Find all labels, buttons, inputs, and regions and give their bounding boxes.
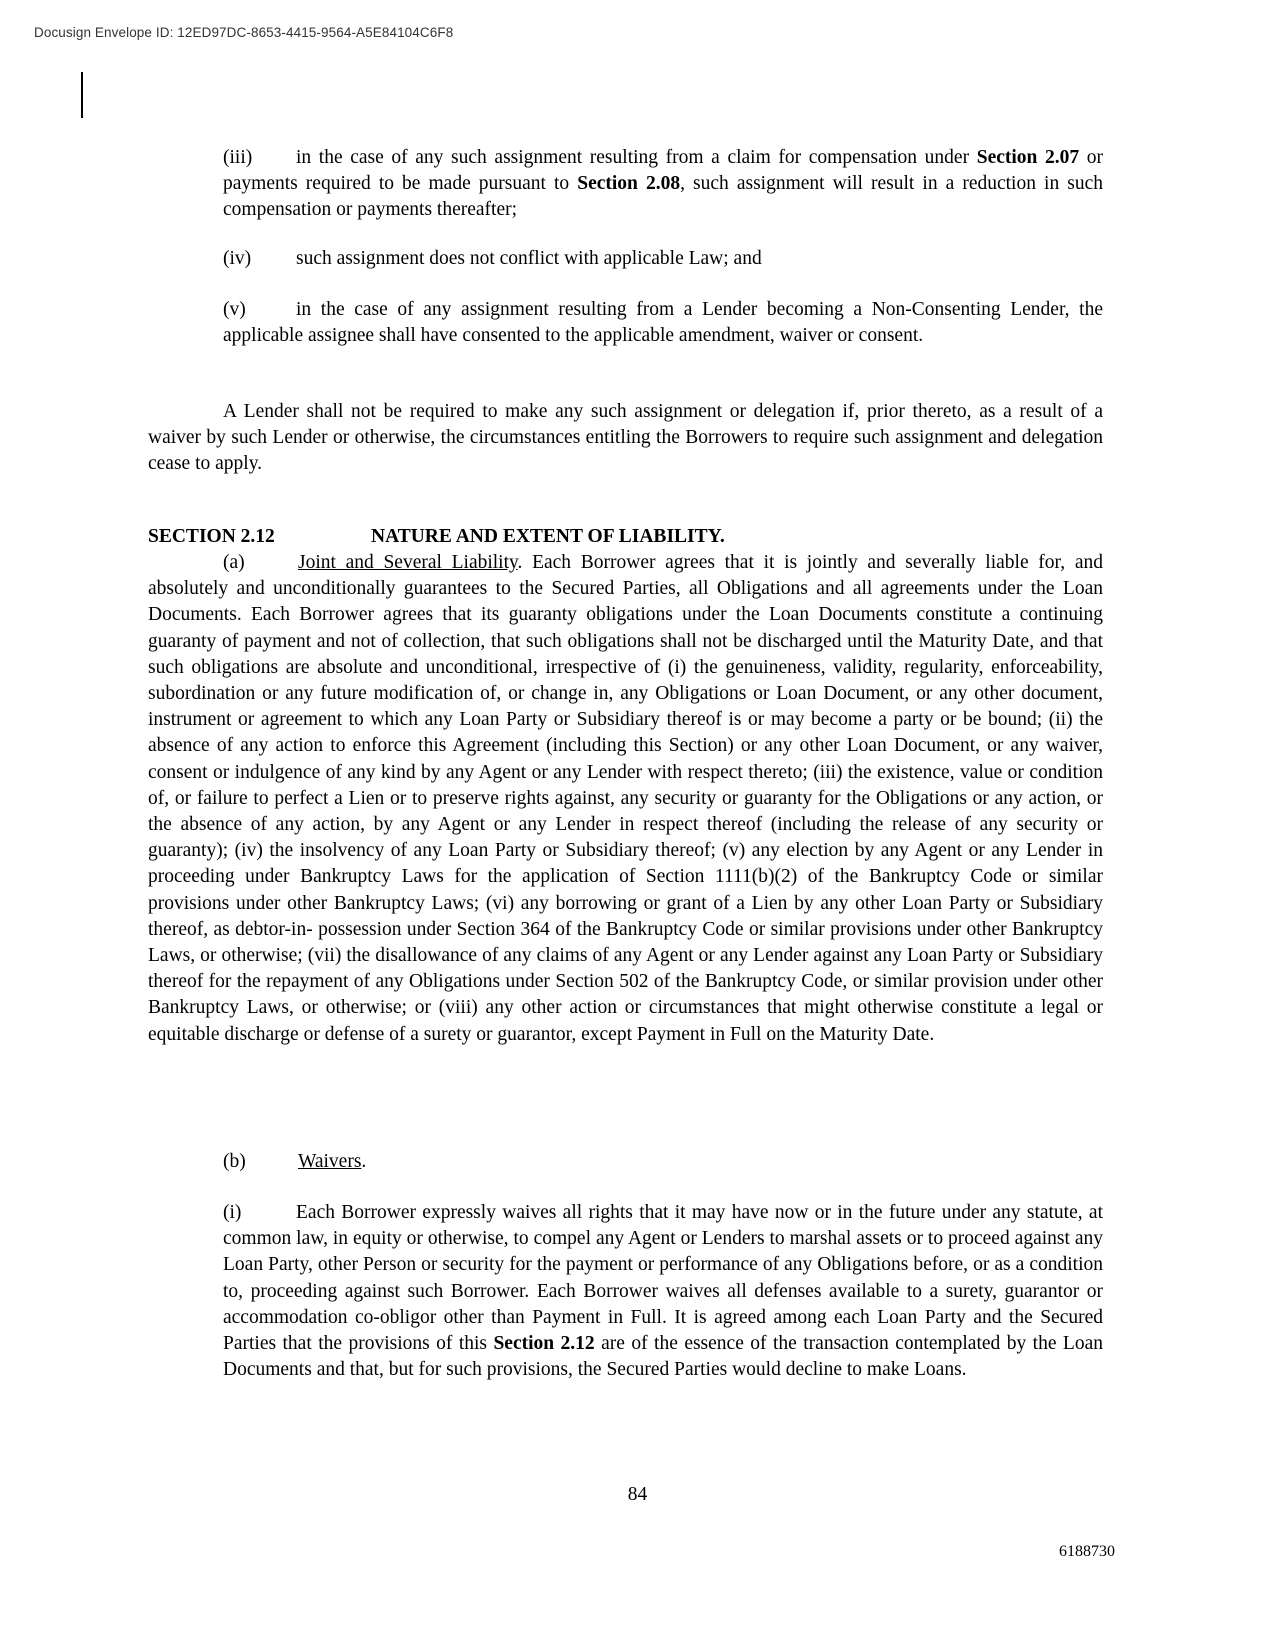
- section-ref: Section 2.07: [976, 147, 1080, 168]
- list-item-b-i: [223, 1200, 1103, 1383]
- section-title: NATURE AND EXTENT OF LIABILITY.: [371, 526, 725, 547]
- subsection-title: Waivers: [298, 1151, 362, 1172]
- item-text-post: , such assignment will result in a reduction in such compensation or payments thereafter;: [223, 173, 1104, 221]
- envelope-id: Docusign Envelope ID: 12ED97DC-8653-4415-9564-A5E84104C6F8: [34, 25, 454, 40]
- section-ref: Section 2.12: [493, 1333, 595, 1355]
- item-text-pre: Each Borrower expressly waives all rights that it may have now or in the future under any statute, at common law, in equity or otherwise, to compel any Agent or Lenders to marshal assets or to proceed against any Loan Party, other Person or security for the payment or performance of any Obligations before, or as a condition to, proceeding against such Borrower. Each Borrower waives all defenses available to a surety, guarantor or accommodation co-obligor other than Payment in Full. It is agreed among each Loan Party and the Secured Parties that the provisions of this: [223, 1202, 1103, 1355]
- section-number: SECTION 2.12: [148, 526, 275, 547]
- document-number: 6188730: [1059, 1543, 1115, 1560]
- section-heading: [148, 524, 725, 550]
- list-item-iv: [223, 246, 1103, 272]
- item-text: in the case of any assignment resulting from a Lender becoming a Non-Consenting Lender, the applicable assignee shall have consented to the applicable amendment, waiver or consent.: [223, 299, 1103, 347]
- item-number: (i): [223, 1202, 242, 1223]
- subsection-text: . Each Borrower agrees that it is jointly and severally liable for, and absolutely and unconditionally guarantees to the Secured Parties, all Obligations and all agreements under the Loan Documents. Each Borrower agrees that its guaranty obligations under the Loan Documents constitute a continuing guaranty of payment and not of collection, that such obligations shall not be discharged until the Maturity Date, and that such obligations are absolute and unconditional, irrespective of (i) the genuineness, validity, regularity, enforceability, subordination or any future modification of, or change in, any Obligations or Loan Document, or any other document, instrument or agreement to which any Loan Party or Subsidiary thereof is or may become a party or be bound; (ii) the absence of any action to enforce this Agreement (including this Section) or any other Loan Document, or any waiver, consent or indulgence of any kind by any Agent or any Lender with respect thereto; (iii) the existence, value or condition of, or failure to perfect a Lien or to preserve rights against, any security or guaranty for the Obligations or any action, or the absence of any action, by any Agent or any Lender in respect thereof (including the release of any security or guaranty); (iv) the insolvency of any Loan Party or Subsidiary thereof; (v) any election by any Agent or any Lender in proceeding under Bankruptcy Laws for the application of Section 1111(b)(2) of the Bankruptcy Code or similar provisions under other Bankruptcy Laws; (vi) any borrowing or grant of a Lien by any other Loan Party or Subsidiary thereof, as debtor-in- possession under Section 364 of the Bankruptcy Code or similar provisions under other Bankruptcy Laws, or otherwise; (vii) the disallowance of any claims of any Agent or any Lender against any Loan Party or Subsidiary thereof for the repayment of any Obligations under Section 502 of the Bankruptcy Code, or similar provision under other Bankruptcy Laws, or otherwise; or (viii) any other action or circumstances that might otherwise constitute a legal or equitable discharge or defense of a surety or guarantor, except Payment in Full on the Maturity Date.: [148, 552, 1103, 1045]
- item-number: (iv): [223, 248, 252, 269]
- subsection-b: [148, 1149, 1103, 1175]
- subsection-label: (b): [223, 1151, 246, 1172]
- section-ref: Section 2.08: [577, 173, 681, 195]
- item-number: (iii): [223, 147, 253, 168]
- subsection-label: (a): [223, 552, 245, 573]
- revision-bar: [81, 72, 83, 118]
- subsection-a: [148, 550, 1103, 1048]
- item-number: (v): [223, 299, 246, 320]
- list-item-iii: [223, 145, 1103, 224]
- item-text-mid: or payments required to be made pursuant to: [223, 147, 1104, 195]
- subsection-title: Joint and Several Liability: [298, 552, 518, 573]
- item-text: such assignment does not conflict with applicable Law; and: [296, 248, 762, 269]
- subsection-suffix: .: [361, 1151, 367, 1172]
- list-item-v: [223, 297, 1103, 349]
- item-text-pre: in the case of any such assignment resulting from a claim for compensation under: [296, 147, 977, 168]
- item-text-post: are of the essence of the transaction contemplated by the Loan Documents and that, but for such provisions, the Secured Parties would decline to make Loans.: [223, 1333, 1103, 1381]
- lender-paragraph: A Lender shall not be required to make any such assignment or delegation if, prior thereto, as a result of a waiver by such Lender or otherwise, the circumstances entitling the Borrowers to require such assignment and delegation cease to apply.: [148, 401, 1103, 475]
- page-number: 84: [627, 1484, 648, 1505]
